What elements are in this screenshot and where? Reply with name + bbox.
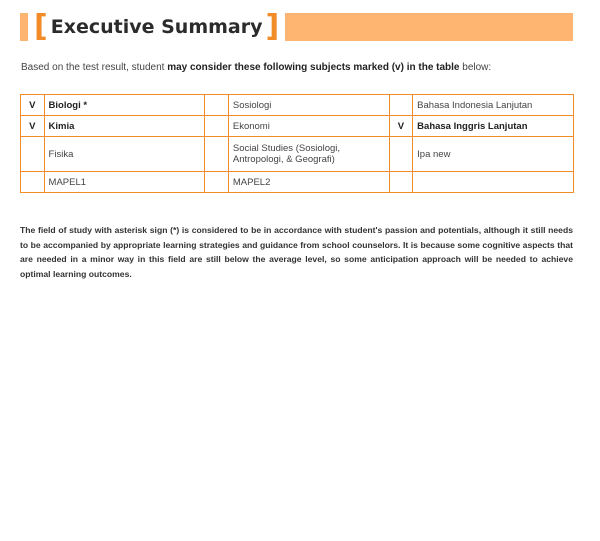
subject-mark [389, 95, 413, 116]
subject-name: Bahasa Inggris Lanjutan [413, 116, 574, 137]
subject-mark [205, 95, 229, 116]
title-bracket-close: ] [265, 9, 280, 44]
subject-mark: V [21, 95, 45, 116]
subject-name: Biologi * [44, 95, 205, 116]
subject-name: Sosiologi [228, 95, 389, 116]
table-row [21, 95, 574, 116]
subject-mark [389, 172, 413, 193]
subject-mark [389, 137, 413, 172]
intro-lead: Based on the test result, student [21, 62, 168, 73]
intro-emphasis: may consider these following subjects marked (v) in the table [167, 62, 460, 73]
subject-name: MAPEL1 [44, 172, 205, 193]
subject-mark [21, 172, 45, 193]
subject-mark [205, 172, 229, 193]
subjects-table [20, 94, 574, 193]
asterisk-note: The field of study with asterisk sign (*) is considered to be in accordance with student's passion and potentials, although it still needs to be accompanied by appropriate learning strategies and guidance from school counselors. It is because some cognitive aspects that are needed in a minor way in this field are still below the average level, so some anticipation approach will be needed to achieve optimal learning outcomes. [20, 225, 573, 279]
intro-tail: below: [459, 62, 492, 73]
subject-mark [205, 137, 229, 172]
table-row [21, 116, 574, 137]
subject-mark: V [21, 116, 45, 137]
subject-name: Social Studies (Sosiologi, Antropologi, & Geografi) [228, 137, 389, 172]
page-title: Executive Summary [50, 16, 263, 38]
title-bracket-open: [ [34, 9, 48, 44]
section-header [20, 9, 573, 44]
subject-name: MAPEL2 [228, 172, 389, 193]
subject-mark [205, 116, 229, 137]
title-box [28, 9, 285, 44]
subject-mark [21, 137, 45, 172]
subject-mark: V [389, 116, 413, 137]
intro-text [21, 62, 581, 73]
table-row [21, 172, 574, 193]
subject-name: Ekonomi [228, 116, 389, 137]
subject-name: Bahasa Indonesia Lanjutan [413, 95, 574, 116]
table-row [21, 137, 574, 172]
subject-name: Kimia [44, 116, 205, 137]
subject-name: Fisika [44, 137, 205, 172]
subject-name [413, 172, 574, 193]
subject-name: Ipa new [413, 137, 574, 172]
